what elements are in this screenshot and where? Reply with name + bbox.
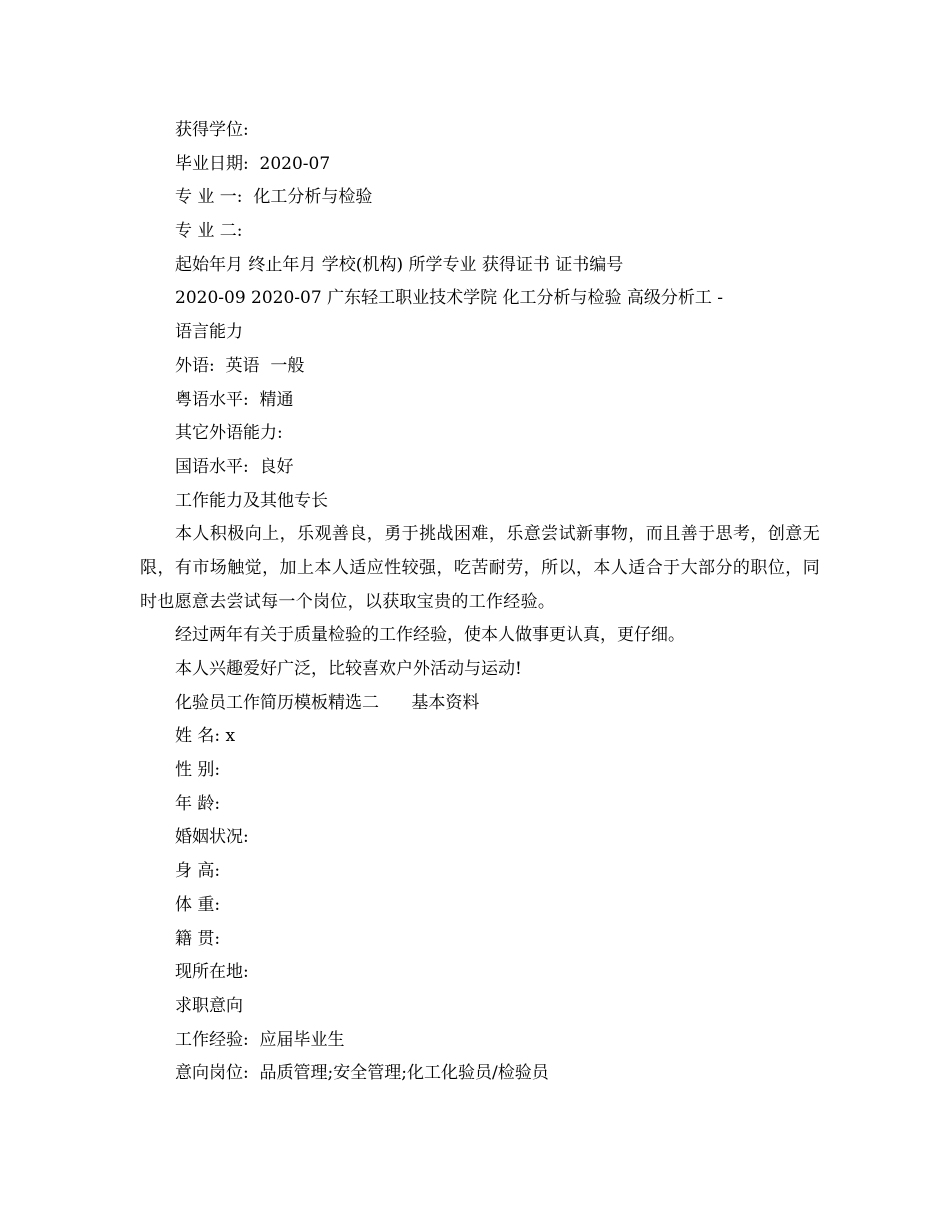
self-description-paragraph: 本人积极向上，乐观善良，勇于挑战困难，乐意尝试新事物，而且善于思考，创意无限，有市场触觉，加上本人适应性较强，吃苦耐劳，所以，本人适合于大部分的职位，同时也愿意去尝试每一个岗位，以获取宝贵的工作经验。: [140, 524, 820, 612]
major-two-line: 专 业 二:: [175, 221, 243, 242]
experience-summary-line: 经过两年有关于质量检验的工作经验，使本人做事更认真，更仔细。: [175, 625, 685, 646]
other-language-line: 其它外语能力:: [175, 423, 283, 444]
skills-section-heading: 工作能力及其他专长: [175, 490, 328, 511]
graduation-date-line: 毕业日期: 2020-07: [175, 153, 331, 174]
document-body: [140, 114, 820, 1091]
work-experience-line: 工作经验: 应届毕业生: [175, 1029, 345, 1050]
language-section-heading: 语言能力: [175, 322, 243, 343]
age-line: 年 龄:: [175, 793, 221, 814]
hobbies-line: 本人兴趣爱好广泛，比较喜欢户外活动与运动!: [175, 659, 522, 680]
major-one-line: 专 业 一: 化工分析与检验: [175, 187, 373, 208]
gender-line: 性 别:: [175, 760, 221, 781]
job-intention-heading: 求职意向: [175, 995, 243, 1016]
weight-line: 体 重:: [175, 894, 221, 915]
height-line: 身 高:: [175, 861, 221, 882]
desired-position-line: 意向岗位: 品质管理;安全管理;化工化验员/检验员: [175, 1063, 549, 1084]
current-location-line: 现所在地:: [175, 962, 249, 983]
marital-status-line: 婚姻状况:: [175, 827, 249, 848]
mandarin-level-line: 国语水平: 良好: [175, 456, 294, 477]
education-header-line: 起始年月 终止年月 学校(机构) 所学专业 获得证书 证书编号: [175, 254, 624, 275]
education-row-line: 2020-09 2020-07 广东轻工职业技术学院 化工分析与检验 高级分析工 -: [175, 288, 724, 309]
name-line: 姓 名: x: [175, 726, 236, 747]
cantonese-level-line: 粤语水平: 精通: [175, 389, 294, 410]
degree-line: 获得学位:: [175, 120, 249, 140]
foreign-language-line: 外语: 英语 一般: [175, 355, 305, 376]
template-two-heading: 化验员工作简历模板精选二 基本资料: [175, 692, 480, 713]
native-place-line: 籍 贯:: [175, 928, 221, 949]
